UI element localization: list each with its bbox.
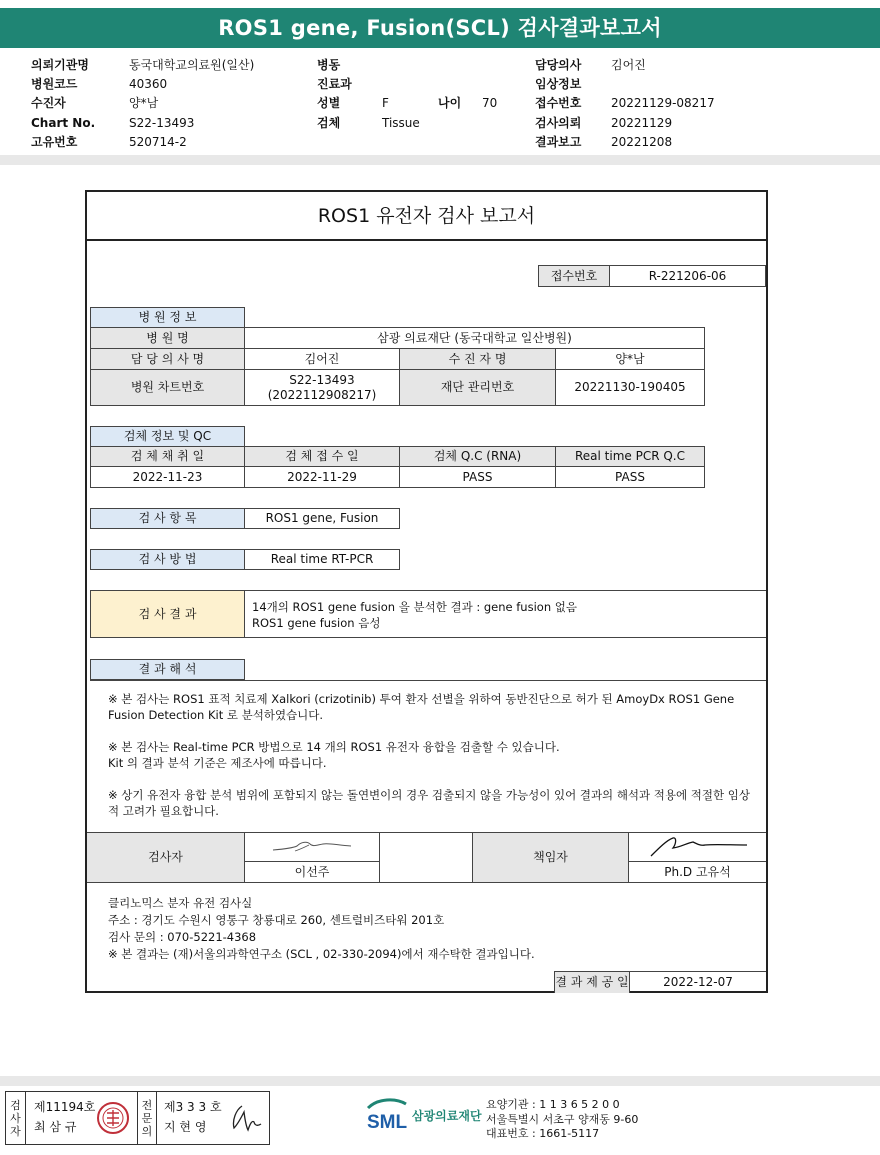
value-patient: 양*남 — [129, 96, 159, 111]
rna-qc-label: 검체 Q.C (RNA) — [399, 446, 556, 467]
inspector-vert-char: 자 — [10, 1124, 21, 1138]
inspector-name: 최 삼 규 — [34, 1120, 77, 1134]
receipt-label: 접수번호 — [538, 265, 610, 287]
foundation-info-line-2: 서울특별시 서초구 양재동 9-60 — [486, 1112, 639, 1126]
lab-info-line-3: 검사 문의 : 070-5221-4368 — [108, 930, 257, 944]
chart-number-line-1: S22-13493 — [289, 372, 355, 387]
inspector-license-no: 제11194호 — [34, 1100, 96, 1114]
foundation-id-label: 재단 관리번호 — [399, 369, 556, 406]
receipt-value: R-221206-06 — [609, 265, 766, 287]
tester-name: 이선주 — [244, 861, 380, 883]
banner-title: ROS1 gene, Fusion(SCL) 검사결과보고서 — [218, 16, 662, 40]
value-unique-no: 520714-2 — [129, 134, 187, 149]
value-sex: F — [382, 96, 389, 111]
foundation-id-value: 20221130-190405 — [555, 369, 705, 406]
value-age: 70 — [482, 96, 498, 111]
inspector-seal-icon — [96, 1101, 130, 1135]
label-doctor: 담당의사 — [535, 58, 582, 72]
interp-p3-line-1: ※ 상기 유전자 융합 분석 범위에 포함되지 않는 돌연변이의 경우 검출되지 않을 가능성이 있어 결과의 해석과 적용에 적절한 임상 — [108, 788, 750, 802]
pathologist-vert-char: 의 — [141, 1124, 153, 1138]
label-sex: 성별 — [317, 96, 341, 111]
foundation-info-line-1: 요양기관 : 1 1 3 6 5 2 0 0 — [486, 1098, 620, 1111]
rna-qc-value: PASS — [399, 466, 556, 488]
foundation-info-line-3: 대표번호 : 1661-5117 — [486, 1127, 600, 1140]
chart-number-label: 병원 차트번호 — [90, 369, 245, 406]
inspector-info — [34, 1097, 95, 1137]
report-title: ROS1 유전자 검사 보고서 — [87, 192, 766, 241]
label-unique-no: 고유번호 — [31, 134, 78, 149]
pathologist-vert-char: 전 — [141, 1098, 153, 1112]
label-clinical-info: 임상정보 — [535, 77, 582, 92]
foundation-info — [486, 1098, 638, 1142]
tester-signature — [244, 832, 380, 862]
label-chart-no: Chart No. — [31, 115, 96, 130]
test-method-label: 검 사 방 법 — [90, 549, 245, 570]
patient-name-label: 수 진 자 명 — [399, 348, 556, 370]
collection-date-value: 2022-11-23 — [90, 466, 245, 488]
lab-info-line-2: 주소 : 경기도 수원시 영통구 창룡대로 260, 센트럴비즈타워 201호 — [108, 913, 445, 927]
provided-date-value: 2022-12-07 — [629, 971, 766, 993]
receipt-date-label: 검 체 접 수 일 — [244, 446, 400, 467]
sml-logo — [366, 1098, 482, 1132]
result-line-2: ROS1 gene fusion 음성 — [252, 616, 381, 630]
test-item-label: 검 사 항 목 — [90, 508, 245, 529]
label-age: 나이 — [438, 96, 462, 111]
inspector-vertical-label — [6, 1092, 26, 1144]
value-institution: 동국대학교의료원(일산) — [129, 58, 255, 72]
interp-p2-line-2: Kit 의 결과 분석 기준은 제조사에 따릅니다. — [108, 756, 327, 770]
value-request-date: 20221129 — [611, 115, 673, 130]
interp-p1-line-1: ※ 본 검사는 ROS1 표적 치료제 Xalkori (crizotinib) 투여 환자 선별을 위하여 동반진단으로 허가 된 AmoyDx ROS1 Gene — [108, 692, 735, 706]
label-institution: 의뢰기관명 — [31, 58, 89, 72]
foundation-name: 삼광의료재단 — [412, 1108, 482, 1123]
label-accession-no: 접수번호 — [535, 96, 582, 111]
test-result-value — [252, 599, 577, 631]
pathologist-vertical-label — [137, 1092, 157, 1144]
lab-info-line-4: ※ 본 결과는 (재)서울의과학연구소 (SCL , 02-330-2094)에서 재수탁한 결과입니다. — [108, 947, 535, 961]
result-bottom-rule — [90, 637, 766, 638]
lab-info-line-1: 클리노믹스 분자 유전 검사실 — [108, 896, 253, 910]
pathologist-license-no: 제3 3 3 호 — [164, 1100, 222, 1114]
section-hospital-info: 병 원 정 보 — [90, 307, 245, 328]
label-hospital-code: 병원코드 — [31, 77, 78, 92]
pathologist-name: 지 현 영 — [164, 1120, 207, 1134]
interp-p2-line-1: ※ 본 검사는 Real-time PCR 방법으로 14 개의 ROS1 유전자 융합을 검출할 수 있습니다. — [108, 740, 560, 754]
header-col-2 — [317, 56, 522, 133]
inspector-vert-char: 검 — [10, 1098, 21, 1112]
interp-p1-line-2: Fusion Detection Kit 로 분석하였습니다. — [108, 708, 324, 722]
pathologist-info — [164, 1097, 222, 1137]
value-doctor: 김어진 — [611, 58, 646, 72]
signature-blank-cell — [379, 832, 473, 883]
pathologist-vert-char: 문 — [141, 1111, 153, 1125]
interpretation-text — [108, 691, 758, 819]
patient-name-value: 양*남 — [555, 348, 705, 370]
manager-label: 책임자 — [472, 832, 629, 883]
value-report-date: 20221208 — [611, 134, 673, 149]
value-chart-no: S22-13493 — [129, 115, 195, 130]
label-request-date: 검사의뢰 — [535, 115, 582, 130]
sml-logo-icon — [366, 1098, 410, 1132]
section-specimen-qc: 검체 정보 및 QC — [90, 426, 245, 447]
value-accession-no: 20221129-08217 — [611, 96, 715, 111]
manager-signature-icon — [643, 834, 753, 860]
pcr-qc-value: PASS — [555, 466, 705, 488]
header-col-3 — [535, 56, 715, 152]
test-item-value: ROS1 gene, Fusion — [244, 508, 400, 529]
collection-date-label: 검 체 채 취 일 — [90, 446, 245, 467]
hospital-name-value: 삼광 의료재단 (동국대학교 일산병원) — [244, 327, 705, 349]
result-line-1: 14개의 ROS1 gene fusion 을 분석한 결과 : gene fusion 없음 — [252, 600, 577, 614]
inspector-vert-char: 사 — [10, 1111, 21, 1125]
footer-divider — [0, 1076, 880, 1086]
value-hospital-code: 40360 — [129, 77, 168, 92]
manager-name: Ph.D 고유석 — [628, 861, 766, 883]
chart-number-line-2: (2022112908217) — [267, 387, 377, 402]
receipt-date-value: 2022-11-29 — [244, 466, 400, 488]
doctor-name-value: 김어진 — [244, 348, 400, 370]
label-specimen: 검체 — [317, 115, 341, 130]
manager-signature — [628, 832, 766, 862]
doctor-name-label: 담 당 의 사 명 — [90, 348, 245, 370]
label-patient: 수진자 — [31, 96, 66, 111]
lab-info — [108, 895, 758, 963]
pathologist-signature-icon — [228, 1102, 264, 1134]
label-report-date: 결과보고 — [535, 134, 582, 149]
test-method-value: Real time RT-PCR — [244, 549, 400, 570]
interpretation-label: 결 과 해 석 — [90, 659, 245, 680]
ros1-report — [85, 190, 768, 993]
label-department: 진료과 — [317, 77, 352, 92]
tester-signature-icon — [267, 835, 357, 859]
label-ward: 병동 — [317, 58, 341, 72]
header-col-1 — [31, 56, 299, 152]
value-specimen: Tissue — [382, 115, 420, 130]
logo-wordmark: SML — [367, 1112, 408, 1132]
interp-p3-line-2: 적 고려가 필요합니다. — [108, 804, 219, 818]
hospital-name-label: 병 원 명 — [90, 327, 245, 349]
signature-stamp-box — [5, 1091, 270, 1145]
report-banner — [0, 8, 880, 48]
pcr-qc-label: Real time PCR Q.C — [555, 446, 705, 467]
header-divider — [0, 155, 880, 165]
interpretation-rule — [90, 680, 766, 681]
chart-number-value — [244, 369, 400, 406]
provided-date-label: 결 과 제 공 일 — [554, 971, 630, 993]
test-result-label: 검 사 결 과 — [90, 591, 245, 637]
tester-label: 검사자 — [87, 832, 245, 883]
